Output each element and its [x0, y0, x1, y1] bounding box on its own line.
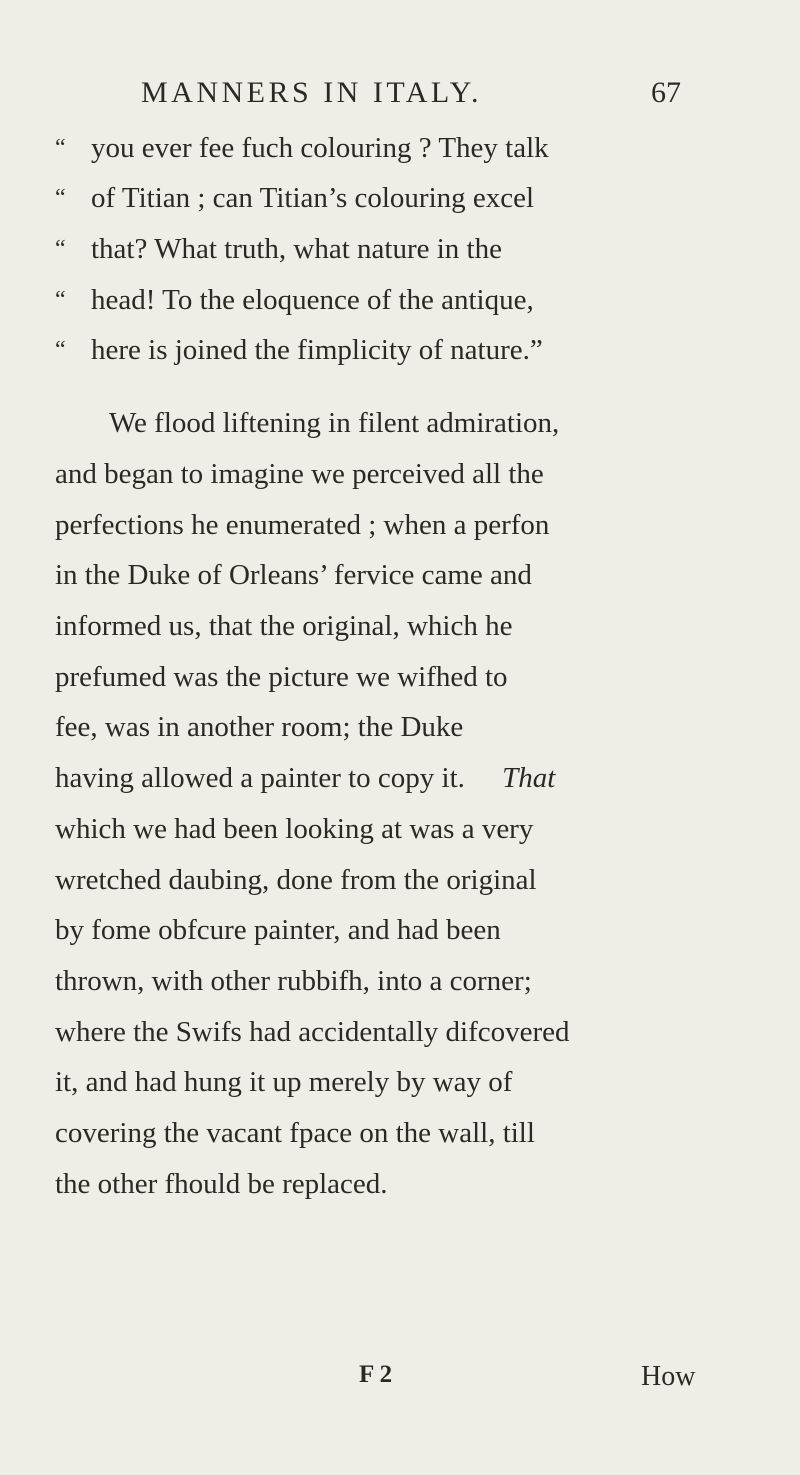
paragraph-line: covering the vacant fpace on the wall, till: [55, 1117, 535, 1149]
quote-text: you ever fee fuch colouring ? They talk: [91, 132, 549, 164]
paragraph-line: We flood liftening in filent admiration,: [109, 407, 560, 439]
paragraph-line: by fome obfcure painter, and had been: [55, 914, 501, 946]
quote-text: head! To the eloquence of the antique,: [91, 284, 534, 316]
quote-mark: “: [55, 287, 66, 313]
paragraph-line: fee, was in another room; the Duke: [55, 711, 464, 743]
paragraph-line: thrown, with other rubbifh, into a corner;: [55, 965, 532, 997]
paragraph-line-text: having allowed a painter to copy it.: [55, 762, 465, 794]
paragraph-line: where the Swifs had accidentally difcovered: [55, 1016, 570, 1048]
paragraph-line: [55, 760, 555, 796]
quote-mark: “: [55, 337, 66, 363]
paragraph-line: the other fhould be replaced.: [55, 1168, 388, 1200]
quote-mark: “: [55, 236, 66, 262]
paragraph-line: perfections he enumerated ; when a perfon: [55, 509, 550, 541]
catchword: How: [641, 1361, 696, 1392]
running-header: [141, 76, 681, 110]
quote-mark: “: [55, 135, 66, 161]
signature-mark: F 2: [359, 1361, 393, 1388]
paragraph-line: which we had been looking at was a very: [55, 813, 534, 845]
paragraph-line: and began to imagine we perceived all the: [55, 458, 544, 490]
quote-text: here is joined the fimplicity of nature.”: [91, 334, 543, 366]
header-title: MANNERS IN ITALY.: [141, 76, 483, 109]
quote-text: of Titian ; can Titian’s colouring excel: [91, 182, 535, 214]
paragraph-line: it, and had hung it up merely by way of: [55, 1066, 513, 1098]
quote-text: that? What truth, what nature in the: [91, 233, 502, 265]
italic-word: That: [502, 762, 556, 794]
paragraph-line: informed us, that the original, which he: [55, 610, 513, 642]
quote-mark: “: [55, 185, 66, 211]
paragraph-line: prefumed was the picture we wifhed to: [55, 661, 508, 693]
paragraph-line: wretched daubing, done from the original: [55, 864, 537, 896]
page-number: 67: [651, 76, 681, 109]
paragraph-line: in the Duke of Orleans’ fervice came and: [55, 559, 532, 591]
